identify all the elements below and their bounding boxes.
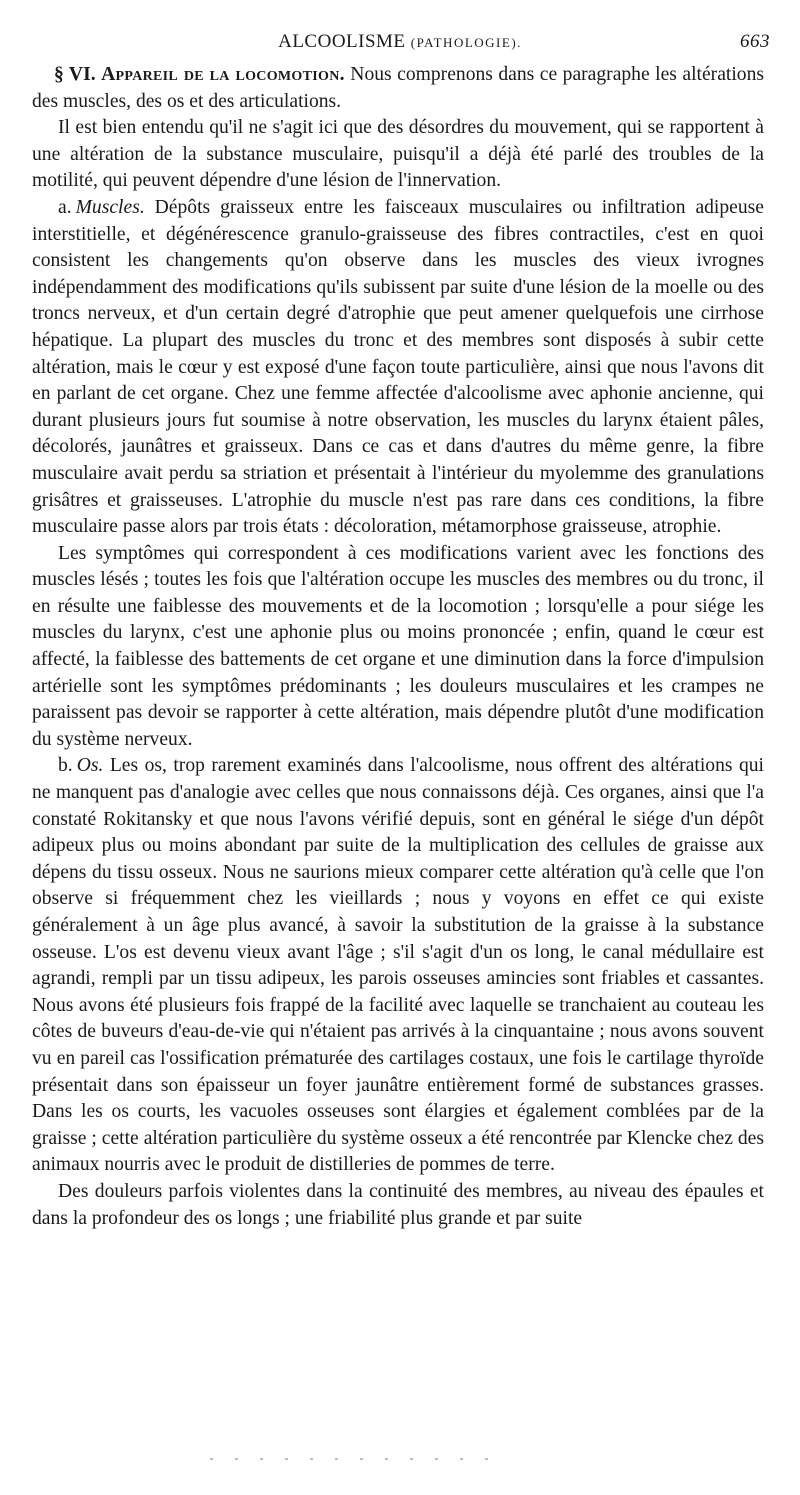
paragraph-bones: [32, 753, 764, 1179]
body-text: [32, 62, 764, 1232]
section-mark: § VI.: [54, 64, 96, 85]
print-residue-dots: [210, 1458, 540, 1464]
running-title-main: ALCOOLISME: [278, 31, 406, 52]
section-heading: Appareil de la locomotion.: [101, 64, 345, 85]
muscles-letter: a.: [58, 196, 72, 218]
paragraph-symptoms: Les symptômes qui correspondent à ces modifications varient avec les fonctions des muscles lésés ; toutes les fois que l'altération occupe les muscles des membres ou du tronc, il en résulte une faiblesse des mouvements et de la locomotion ; lorsqu'elle a pour siége les muscles du larynx, c'est une aphonie plus ou moins prononcée ; enfin, quand le cœur est affecté, la faiblesse des battements de cet organe et une diminution dans la force d'impulsion artérielle sont les symptômes prédominants ; les douleurs musculaires et les crampes ne paraissent pas devoir se rapporter à cette altération, mais dépendre plutôt d'une modification du système nerveux.: [32, 542, 764, 750]
running-title-subtitle: (PATHOLOGIE).: [410, 35, 522, 50]
section-intro: Nous comprenons dans ce paragraphe les altérations des muscles, des os et des articulations.: [32, 64, 765, 112]
bones-label: Os.: [76, 755, 104, 777]
muscles-text: Dépôts graisseux entre les faisceaux musculaires ou infiltration adipeuse interstitielle, et dégénérescence granulo-graisseuse des fibres contractiles, c'est en quoi consistent les changements qu'on observe dans les muscles des vieux ivrognes indépendamment des modifications qu'ils subissent par suite d'une lésion de la moelle ou des troncs nerveux, et d'un certain degré d'atrophie que peut amener quelquefois une cirrhose hépatique. La plupart des muscles du tronc et des membres sont disposés à subir cette altération, mais le cœur y est exposé d'une façon toute particulière, ainsi que nous l'avons dit en parlant de cet organe. Chez une femme affectée d'alcoolisme avec aphonie ancienne, qui durant plusieurs jours fut soumise à notre observation, les muscles du larynx étaient pâles, décolorés, jaunâtres et graisseux. Dans ce cas et dans d'autres du même genre, la fibre musculaire avait perdu sa striation et présentait à l'intérieur du myolemme des granulations grisâtres et graisseuses. L'atrophie du muscle n'est pas rare dans ces conditions, la fibre musculaire passe alors par trois états : décoloration, métamorphose graisseuse, atrophie.: [32, 196, 764, 538]
page-number: 663: [740, 31, 770, 52]
running-title: [0, 30, 800, 55]
paragraph-pains: Des douleurs parfois violentes dans la continuité des membres, au niveau des épaules et dans la profondeur des os longs ; une friabilité plus grande et par suite: [32, 1180, 764, 1229]
paragraph-innervation: Il est bien entendu qu'il ne s'agit ici que des désordres du mouvement, qui se rapportent à une altération de la substance musculaire, puisqu'il a déjà été parlé des troubles de la motilité, qui peuvent dépendre d'une lésion de l'innervation.: [32, 117, 764, 192]
muscles-label: Muscles.: [75, 196, 145, 218]
section-paragraph: [32, 62, 764, 115]
paragraph-muscles: [32, 195, 764, 541]
running-head: [0, 30, 800, 54]
bones-text: Les os, trop rarement examinés dans l'alcoolisme, nous offrent des altérations qui ne manquent pas d'analogie avec celles que nous connaissons déjà. Ces organes, ainsi que l'a constaté Rokitansky et que nous l'avons vérifié depuis, sont en général le siége d'un dépôt adipeux plus ou moins abondant par suite de la multiplication des cellules de graisse aux dépens du tissu osseux. Nous ne saurions mieux comparer cette altération qu'à celle que l'on observe si fréquemment chez les vieillards ; nous y voyons en effet ce qui existe généralement à un âge plus avancé, à savoir la substitution de la graisse à la substance osseuse. L'os est devenu vieux avant l'âge ; s'il s'agit d'un os long, le canal médullaire est agrandi, rempli par un tissu adipeux, les parois osseuses amincies sont friables et cassantes. Nous avons été plusieurs fois frappé de la facilité avec laquelle se tranchaient au couteau les côtes de buveurs d'eau-de-vie qui n'étaient pas arrivés à la cinquantaine ; nous avons souvent vu en pareil cas l'ossification prématurée des cartilages costaux, une fois le cartilage thyroïde présentait dans son épaisseur un foyer jaunâtre entièrement formé de substances grasses. Dans les os courts, les vacuoles osseuses sont élargies et également comblées par de la graisse ; cette altération particulière du système osseux a été rencontrée par Klencke chez des animaux nourris avec le produit de distilleries de pommes de terre.: [32, 755, 764, 1176]
bones-letter: b.: [58, 755, 73, 777]
